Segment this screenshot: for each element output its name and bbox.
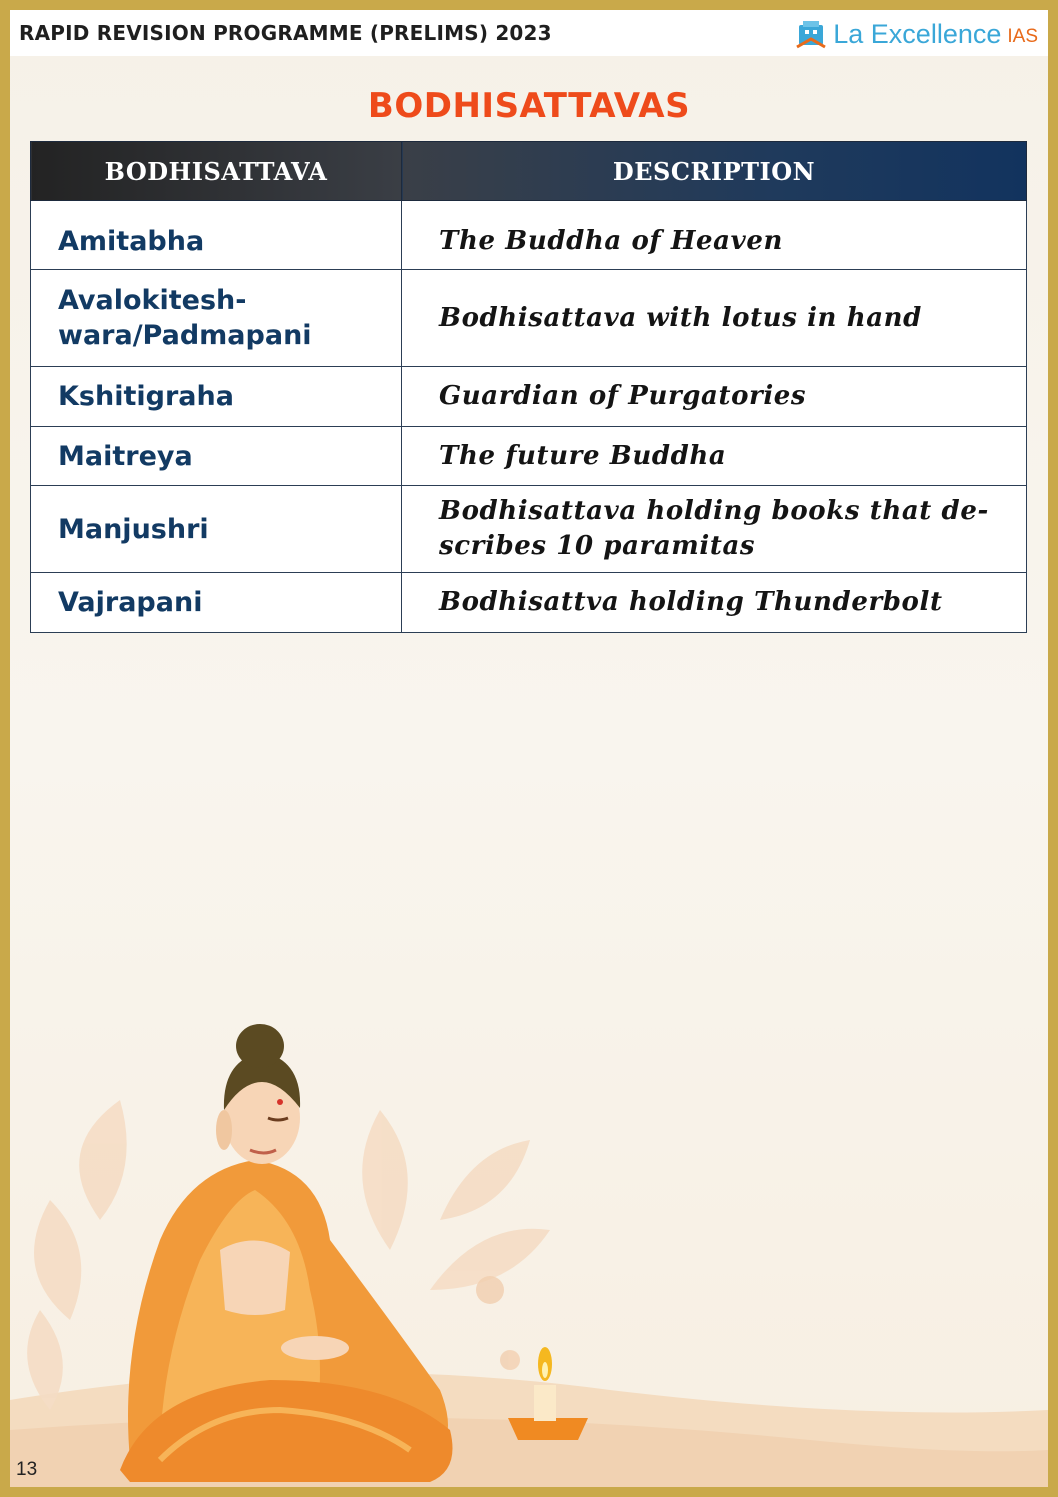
bodhisattva-description: Guardian of Purgatories (402, 367, 1027, 427)
bodhisattva-name (31, 270, 402, 367)
buddha-illustration (10, 990, 1048, 1487)
table-row (31, 573, 1027, 633)
bodhisattva-name: Vajrapani (31, 573, 402, 633)
bodhisattva-name-text: Avalokitesh-wara/Padmapani (58, 285, 312, 351)
bodhisattva-name: Maitreya (31, 427, 402, 486)
brand-suffix: IAS (1007, 26, 1038, 47)
page (10, 10, 1048, 1487)
header-bar (10, 10, 1048, 56)
bodhisattva-table (30, 141, 1027, 633)
bodhisattva-table-container (30, 141, 1027, 633)
table-row (31, 427, 1027, 486)
column-header-description: DESCRIPTION (402, 142, 1027, 201)
bodhisattva-description: Bodhisattava holding books that de-scribes 10 paramitas (402, 486, 1027, 573)
brand-name: La Excellence (833, 18, 1002, 49)
program-title: RAPID REVISION PROGRAMME (PRELIMS) 2023 (19, 21, 552, 45)
bodhisattva-description: Bodhisattva holding Thunderbolt (402, 573, 1027, 633)
bodhisattva-description: The Buddha of Heaven (402, 201, 1027, 270)
table-row (31, 201, 1027, 270)
brand-logo (795, 16, 1038, 52)
page-title: BODHISATTAVAS (367, 86, 691, 126)
bodhisattva-name: Manjushri (31, 486, 402, 573)
bodhisattva-description: The future Buddha (402, 427, 1027, 486)
table-row (31, 486, 1027, 573)
bodhisattva-name: Amitabha (31, 201, 402, 270)
brand-logo-icon (795, 17, 827, 51)
bodhisattva-name: Kshitigraha (31, 367, 402, 427)
table-header-row (31, 142, 1027, 201)
table-row (31, 367, 1027, 427)
table-row (31, 270, 1027, 367)
page-number: 13 (16, 1459, 38, 1480)
column-header-bodhisattva: BODHISATTAVA (31, 142, 402, 201)
bodhisattva-description: Bodhisattava with lotus in hand (402, 270, 1027, 367)
